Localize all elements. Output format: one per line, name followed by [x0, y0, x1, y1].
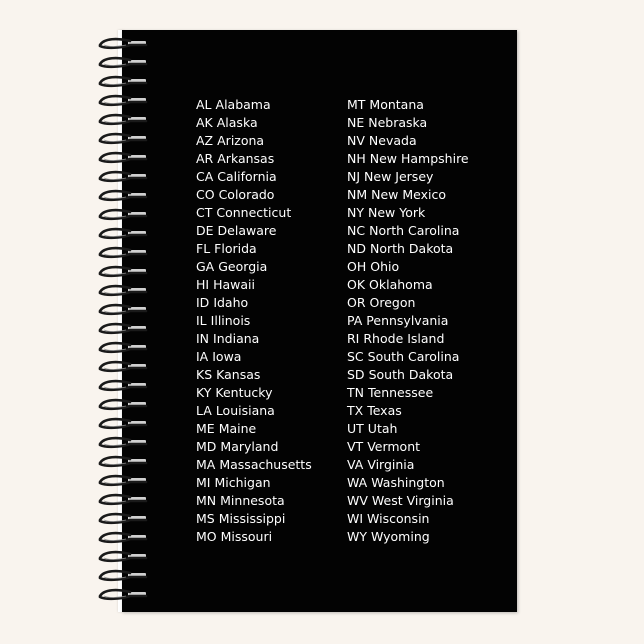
state-code: NV	[347, 133, 365, 148]
state-entry	[196, 438, 312, 456]
state-code: LA	[196, 403, 212, 418]
spiral-coil	[96, 74, 156, 88]
state-entry	[347, 366, 469, 384]
state-code: RI	[347, 331, 360, 346]
spiral-coil	[96, 245, 156, 259]
state-code: KS	[196, 367, 213, 382]
state-name: Texas	[367, 403, 402, 418]
state-name: South Carolina	[367, 349, 460, 364]
state-name: Arkansas	[217, 151, 275, 166]
state-entry	[347, 420, 469, 438]
state-name: South Dakota	[368, 367, 454, 382]
state-entry	[347, 204, 469, 222]
state-code: MO	[196, 529, 217, 544]
state-code: IL	[196, 313, 207, 328]
spiral-coil	[96, 283, 156, 297]
state-code: NH	[347, 151, 366, 166]
state-code: CA	[196, 169, 214, 184]
spiral-coil	[96, 36, 156, 50]
state-code: IA	[196, 349, 209, 364]
state-code: VT	[347, 439, 364, 454]
state-code: UT	[347, 421, 364, 436]
state-entry	[347, 474, 469, 492]
state-name: North Carolina	[369, 223, 460, 238]
state-name: Mississippi	[218, 511, 286, 526]
state-name: Montana	[369, 97, 424, 112]
state-code: MI	[196, 475, 211, 490]
state-name: Nebraska	[368, 115, 428, 130]
state-entry	[196, 366, 312, 384]
spiral-coil	[96, 454, 156, 468]
state-name: Indiana	[213, 331, 260, 346]
state-entry	[196, 168, 312, 186]
state-code: AL	[196, 97, 212, 112]
state-code: NC	[347, 223, 366, 238]
state-entry	[196, 258, 312, 276]
spiral-coil	[96, 473, 156, 487]
state-code: NY	[347, 205, 364, 220]
state-name: Oregon	[369, 295, 416, 310]
state-code: OR	[347, 295, 366, 310]
state-code: ID	[196, 295, 210, 310]
state-code: KY	[196, 385, 212, 400]
spiral-coil	[96, 359, 156, 373]
state-name: Washington	[371, 475, 445, 490]
state-code: FL	[196, 241, 211, 256]
state-code: TN	[347, 385, 364, 400]
state-name: Missouri	[220, 529, 273, 544]
state-entry	[196, 150, 312, 168]
spiral-coil	[96, 492, 156, 506]
spiral-coil	[96, 112, 156, 126]
state-entry	[196, 330, 312, 348]
spiral-coil	[96, 207, 156, 221]
states-column-left	[196, 96, 312, 546]
state-code: PA	[347, 313, 363, 328]
state-entry	[196, 510, 312, 528]
state-code: NM	[347, 187, 368, 202]
state-name: Rhode Island	[363, 331, 445, 346]
state-entry	[196, 222, 312, 240]
state-code: NE	[347, 115, 365, 130]
state-entry	[196, 456, 312, 474]
state-code: CO	[196, 187, 215, 202]
state-entry	[347, 114, 469, 132]
state-entry	[196, 384, 312, 402]
state-entry	[347, 222, 469, 240]
spiral-coil	[96, 264, 156, 278]
state-name: Florida	[214, 241, 257, 256]
state-name: Kansas	[216, 367, 261, 382]
state-name: Louisiana	[215, 403, 275, 418]
state-name: Nevada	[368, 133, 417, 148]
state-name: Georgia	[218, 259, 268, 274]
state-entry	[196, 114, 312, 132]
state-entry	[347, 528, 469, 546]
spiral-coil	[96, 416, 156, 430]
state-entry	[347, 348, 469, 366]
state-name: New Jersey	[364, 169, 434, 184]
state-entry	[347, 510, 469, 528]
state-entry	[196, 204, 312, 222]
state-name: Maine	[218, 421, 257, 436]
state-name: Ohio	[370, 259, 400, 274]
state-name: Massachusetts	[219, 457, 312, 472]
state-entry	[347, 330, 469, 348]
state-name: Colorado	[218, 187, 275, 202]
state-code: WA	[347, 475, 368, 490]
state-entry	[196, 312, 312, 330]
state-code: NJ	[347, 169, 361, 184]
state-entry	[347, 294, 469, 312]
state-entry	[347, 168, 469, 186]
spiral-coil	[96, 549, 156, 563]
state-entry	[347, 312, 469, 330]
spiral-coil	[96, 340, 156, 354]
spiral-coil	[96, 530, 156, 544]
state-name: Virginia	[367, 457, 415, 472]
state-entry	[347, 384, 469, 402]
state-name: Michigan	[214, 475, 271, 490]
state-name: Alaska	[216, 115, 258, 130]
state-code: MT	[347, 97, 366, 112]
state-entry	[196, 132, 312, 150]
state-code: MN	[196, 493, 217, 508]
state-entry	[347, 150, 469, 168]
state-code: MA	[196, 457, 216, 472]
state-entry	[196, 96, 312, 114]
spiral-coil	[96, 226, 156, 240]
state-entry	[347, 96, 469, 114]
state-name: Hawaii	[213, 277, 255, 292]
state-name: Oklahoma	[369, 277, 433, 292]
spiral-coil	[96, 302, 156, 316]
state-entry	[347, 492, 469, 510]
states-column-right	[347, 96, 469, 546]
state-code: HI	[196, 277, 210, 292]
spiral-coil	[96, 435, 156, 449]
state-name: New York	[368, 205, 426, 220]
state-name: Wisconsin	[367, 511, 430, 526]
state-code: WV	[347, 493, 368, 508]
state-entry	[347, 186, 469, 204]
state-name: Connecticut	[216, 205, 292, 220]
spiral-coil	[96, 568, 156, 582]
state-entry	[347, 258, 469, 276]
state-code: DE	[196, 223, 214, 238]
state-name: Iowa	[212, 349, 242, 364]
state-entry	[196, 420, 312, 438]
spiral-coil	[96, 150, 156, 164]
state-name: Delaware	[217, 223, 277, 238]
state-code: AK	[196, 115, 213, 130]
state-name: Wyoming	[371, 529, 430, 544]
state-code: MD	[196, 439, 217, 454]
spiral-coil	[96, 511, 156, 525]
spiral-coil	[96, 169, 156, 183]
spiral-coil	[96, 131, 156, 145]
state-entry	[196, 528, 312, 546]
state-code: MS	[196, 511, 215, 526]
spiral-coil	[96, 321, 156, 335]
state-code: ME	[196, 421, 215, 436]
state-name: Pennsylvania	[366, 313, 449, 328]
state-code: WI	[347, 511, 364, 526]
state-entry	[196, 348, 312, 366]
state-code: GA	[196, 259, 215, 274]
spiral-binding	[96, 36, 156, 608]
state-code: SD	[347, 367, 365, 382]
state-entry	[196, 492, 312, 510]
state-entry	[196, 276, 312, 294]
state-name: Utah	[367, 421, 398, 436]
state-entry	[196, 402, 312, 420]
state-name: Illinois	[210, 313, 251, 328]
state-entry	[347, 276, 469, 294]
state-name: California	[217, 169, 277, 184]
state-code: VA	[347, 457, 364, 472]
state-name: Vermont	[367, 439, 421, 454]
state-code: SC	[347, 349, 364, 364]
spiral-coil	[96, 93, 156, 107]
state-entry	[196, 294, 312, 312]
spiral-coil	[96, 55, 156, 69]
state-entry	[347, 438, 469, 456]
state-code: ND	[347, 241, 366, 256]
state-code: WY	[347, 529, 367, 544]
state-code: TX	[347, 403, 364, 418]
state-entry	[347, 402, 469, 420]
spiral-coil	[96, 397, 156, 411]
state-code: CT	[196, 205, 213, 220]
spiral-coil	[96, 587, 156, 601]
spiral-coil	[96, 188, 156, 202]
state-code: IN	[196, 331, 210, 346]
state-code: OH	[347, 259, 367, 274]
state-entry	[196, 474, 312, 492]
state-name: Alabama	[215, 97, 271, 112]
state-entry	[196, 240, 312, 258]
state-name: New Hampshire	[369, 151, 469, 166]
state-entry	[347, 132, 469, 150]
state-name: Arizona	[217, 133, 265, 148]
state-name: Idaho	[213, 295, 249, 310]
state-abbreviation-list	[196, 96, 496, 556]
state-name: Tennessee	[368, 385, 434, 400]
state-code: AZ	[196, 133, 214, 148]
state-entry	[347, 240, 469, 258]
state-name: Minnesota	[220, 493, 285, 508]
state-code: OK	[347, 277, 366, 292]
state-name: North Dakota	[369, 241, 454, 256]
state-name: Kentucky	[215, 385, 273, 400]
spiral-coil	[96, 378, 156, 392]
state-name: West Virginia	[371, 493, 454, 508]
state-name: New Mexico	[371, 187, 447, 202]
state-entry	[347, 456, 469, 474]
state-code: AR	[196, 151, 214, 166]
state-entry	[196, 186, 312, 204]
state-name: Maryland	[220, 439, 279, 454]
